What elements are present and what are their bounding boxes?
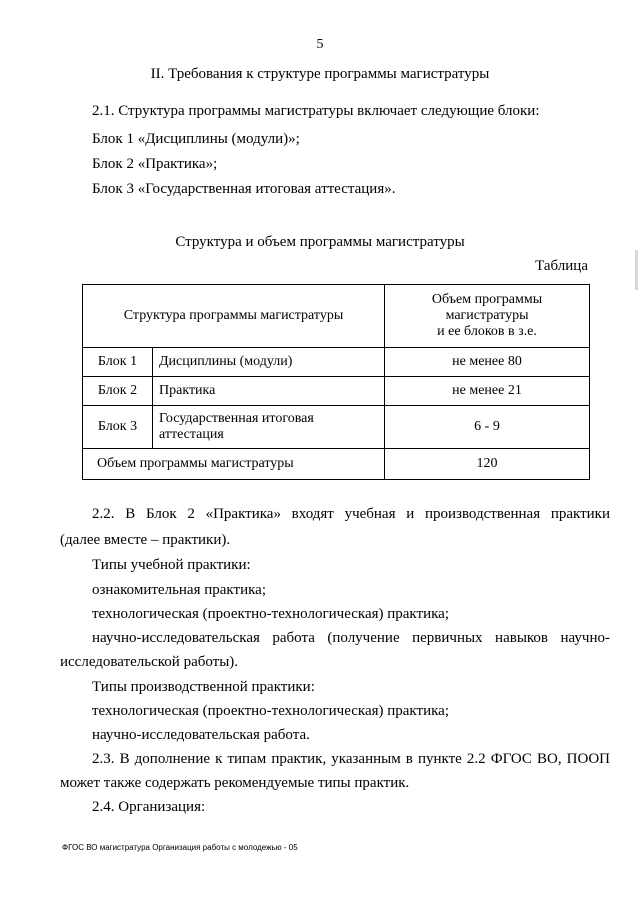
scan-edge-mark bbox=[635, 250, 638, 290]
footer-note: ФГОС ВО магистратура Организация работы с молодежью - 05 bbox=[62, 843, 298, 852]
paragraph-2-1: 2.1. Структура программы магистратуры включает следующие блоки: bbox=[92, 103, 540, 119]
table-row bbox=[83, 406, 590, 449]
production-types-heading: Типы производственной практики: bbox=[92, 679, 315, 695]
total-label-cell: Объем программы магистратуры bbox=[83, 449, 385, 480]
research-line-1: научно-исследовательская работа (получение первичных навыков научно- bbox=[92, 630, 610, 646]
paragraph-2-3-line-1: 2.3. В дополнение к типам практик, указанным в пункте 2.2 ФГОС ВО, ПООП bbox=[92, 751, 610, 767]
block-cell: Блок 1 bbox=[83, 348, 153, 377]
header-volume-line: магистратуры bbox=[445, 308, 529, 323]
study-type-item: технологическая (проектно-технологическая) практика; bbox=[92, 606, 449, 622]
header-volume-line: Объем программы bbox=[431, 292, 543, 307]
block-name-cell bbox=[153, 406, 385, 449]
structure-table bbox=[82, 284, 590, 480]
volume-cell: не менее 80 bbox=[385, 348, 590, 377]
production-type-item: научно-исследовательская работа. bbox=[92, 727, 310, 743]
study-types-heading: Типы учебной практики: bbox=[92, 557, 251, 573]
table-title: Структура и объем программы магистратуры bbox=[175, 234, 465, 250]
paragraph-2-4: 2.4. Организация: bbox=[92, 799, 206, 815]
section-title: II. Требования к структуре программы магистратуры bbox=[150, 66, 490, 82]
page-number: 5 bbox=[316, 37, 324, 52]
table-row bbox=[83, 377, 590, 406]
volume-cell: не менее 21 bbox=[385, 377, 590, 406]
header-volume-line: и ее блоков в з.е. bbox=[437, 324, 537, 339]
block-item-1: Блок 1 «Дисциплины (модули)»; bbox=[92, 131, 300, 147]
paragraph-2-3-line-2: может также содержать рекомендуемые типы практик. bbox=[60, 775, 410, 791]
block-name-cell: Дисциплины (модули) bbox=[153, 348, 385, 377]
production-type-item: технологическая (проектно-технологическая) практика; bbox=[92, 703, 449, 719]
block-name-line: Государственная итоговая bbox=[159, 411, 314, 426]
table-total-row bbox=[83, 449, 590, 480]
block-item-2: Блок 2 «Практика»; bbox=[92, 156, 218, 172]
block-name-line: аттестация bbox=[159, 427, 224, 442]
total-value-cell: 120 bbox=[385, 449, 590, 480]
header-volume-cell bbox=[385, 285, 590, 348]
research-line-2: исследовательской работы). bbox=[60, 654, 239, 670]
block-name-cell: Практика bbox=[153, 377, 385, 406]
volume-cell: 6 - 9 bbox=[385, 406, 590, 449]
paragraph-2-2-line-2: (далее вместе – практики). bbox=[60, 532, 231, 548]
header-structure-cell: Структура программы магистратуры bbox=[83, 285, 385, 348]
study-type-item: ознакомительная практика; bbox=[92, 582, 266, 598]
table-header-row bbox=[83, 285, 590, 348]
block-item-3: Блок 3 «Государственная итоговая аттестация». bbox=[92, 181, 396, 197]
table-label: Таблица bbox=[535, 258, 588, 274]
block-cell: Блок 2 bbox=[83, 377, 153, 406]
block-cell: Блок 3 bbox=[83, 406, 153, 449]
paragraph-2-2-line-1: 2.2. В Блок 2 «Практика» входят учебная и производственная практики bbox=[92, 506, 610, 522]
table-row bbox=[83, 348, 590, 377]
